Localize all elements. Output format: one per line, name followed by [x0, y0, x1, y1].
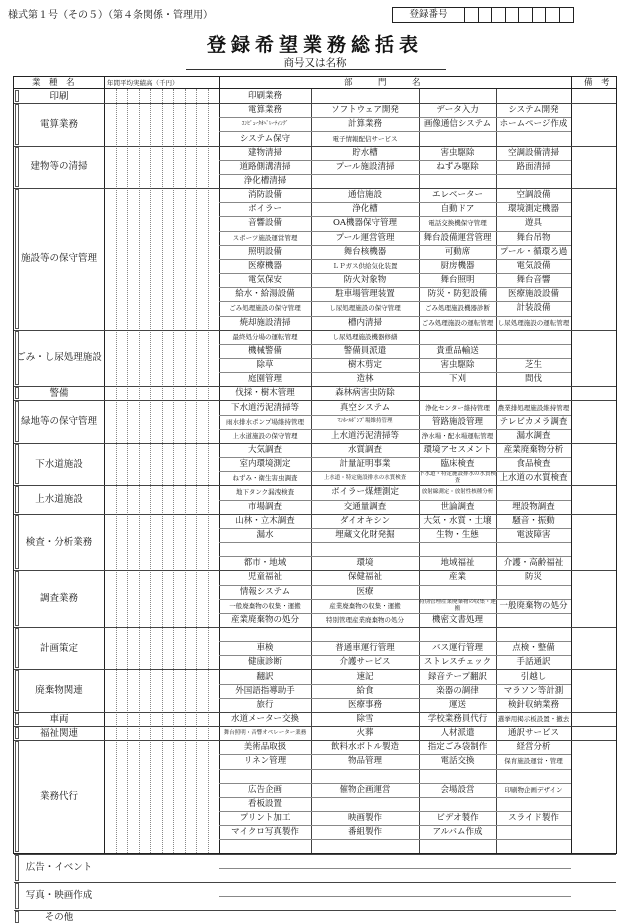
category-checkbox[interactable] — [15, 883, 19, 909]
division-item[interactable]: 樹木剪定 — [347, 360, 382, 371]
division-item[interactable]: 最終処分場の運転管理 — [232, 332, 298, 341]
division-item[interactable]: 道路側溝清掃 — [239, 161, 291, 172]
division-item[interactable]: 焼却施設清掃 — [239, 317, 291, 328]
division-item[interactable]: 騒音・振動 — [512, 515, 555, 526]
division-item[interactable]: 浄化センター維持管理 — [425, 403, 490, 412]
division-item[interactable]: 防災 — [524, 572, 542, 583]
category-checkbox[interactable] — [15, 571, 19, 626]
category-label: 上水道施設 — [35, 494, 83, 506]
category-checkbox[interactable] — [15, 515, 19, 570]
reg-cell[interactable] — [465, 8, 479, 22]
division-item[interactable]: 駐車場管理装置 — [335, 289, 395, 300]
division-item[interactable]: 機密文書処理 — [431, 614, 483, 625]
division-item[interactable]: 浄化槽清掃 — [243, 176, 287, 187]
division-item[interactable]: 山林・立木調査 — [235, 515, 295, 526]
row-separator — [219, 896, 571, 897]
division-item[interactable]: 検針収納業務 — [507, 699, 559, 710]
division-item[interactable]: 介護サービス — [339, 657, 391, 668]
category-label: ごみ・し尿処理施設 — [16, 352, 102, 364]
division-item[interactable]: プール運営管理 — [335, 232, 395, 243]
division-item[interactable]: 警備員派遣 — [343, 345, 387, 356]
division-item[interactable]: ビデオ製作 — [436, 813, 479, 824]
division-item[interactable]: 漏水 — [256, 529, 274, 540]
division-item[interactable]: 産業 — [448, 572, 466, 583]
division-item[interactable]: 人材派遣 — [440, 728, 475, 739]
header-division: 部 門 名 — [344, 78, 421, 88]
header-divider — [571, 77, 572, 89]
division-item[interactable]: 保育施設運営・管理 — [504, 757, 563, 766]
division-item[interactable]: 印刷物企画デザイン — [504, 785, 563, 794]
division-item[interactable]: 火葬 — [356, 728, 374, 739]
division-item[interactable]: 通信施設 — [347, 190, 382, 201]
sales-digit-divider — [139, 89, 140, 853]
division-item[interactable]: 飲料水ボトル製造 — [330, 742, 399, 753]
category-checkbox[interactable] — [15, 331, 19, 386]
category-checkbox[interactable] — [15, 486, 19, 512]
division-item[interactable]: データ入力 — [436, 105, 479, 116]
division-item[interactable]: プール・循環ろ過 — [499, 246, 568, 257]
category-checkbox[interactable] — [15, 670, 19, 710]
form-id: 様式第１号（その５）（第４条関係・管理用） — [8, 10, 213, 21]
division-item[interactable]: 電子情報配信サービス — [332, 134, 398, 143]
division-item[interactable]: プリント加工 — [239, 813, 291, 824]
division-item[interactable]: 経営分析 — [516, 742, 551, 753]
reg-cell[interactable] — [546, 8, 560, 22]
division-item[interactable]: 厨房機器 — [440, 260, 475, 271]
division-item[interactable]: 広告企画 — [247, 784, 282, 795]
summary-table — [13, 76, 617, 923]
category-label: 車両 — [49, 713, 69, 725]
division-item[interactable]: 学校業務員代行 — [427, 714, 488, 724]
division-item[interactable]: 地下タンク漏洩検査 — [235, 488, 295, 497]
category-checkbox[interactable] — [15, 444, 19, 484]
reg-cell[interactable] — [506, 8, 520, 22]
division-item[interactable]: OA機器保守管理 — [332, 218, 398, 229]
category-checkbox[interactable] — [15, 741, 19, 852]
category-label: 下水道施設 — [35, 458, 83, 470]
group-separator — [14, 854, 616, 855]
division-item[interactable]: 産業廃棄物の収集・運搬 — [329, 601, 401, 610]
category-label: 緑地等の保守管理 — [20, 416, 97, 428]
division-item[interactable]: 埋設物調査 — [512, 501, 555, 512]
division-item[interactable]: 交通量調査 — [343, 501, 387, 512]
division-item[interactable]: 医療施設設備 — [507, 289, 559, 300]
division-item[interactable]: 空調設備 — [516, 190, 551, 201]
reg-cell[interactable] — [533, 8, 547, 22]
division-item[interactable]: 計量証明事業 — [339, 459, 391, 470]
category-label: 広告・イベント — [25, 862, 93, 874]
header-divider — [104, 77, 105, 89]
category-label: 計画策定 — [39, 642, 78, 654]
reg-cell[interactable] — [492, 8, 506, 22]
reg-cell[interactable] — [479, 8, 493, 22]
division-item[interactable]: ごみ処理施設の運転管理 — [421, 318, 494, 327]
division-item[interactable]: し尿処理施設の運転管理 — [497, 318, 570, 327]
division-item[interactable]: 会場設営 — [440, 784, 475, 795]
category-checkbox[interactable] — [15, 727, 19, 739]
row-separator — [219, 839, 571, 840]
division-item[interactable]: 環境アセスメント — [423, 445, 492, 455]
division-item[interactable]: 楽器の調律 — [436, 685, 479, 696]
division-item[interactable]: 舞台設備運営管理 — [423, 232, 492, 243]
category-label: 廃棄物関連 — [35, 685, 83, 697]
division-item[interactable]: 造林 — [356, 374, 374, 385]
division-item[interactable]: ストレスチェック — [423, 657, 492, 668]
page-title: 登録希望業務総括表 — [206, 34, 423, 56]
category-label: 写真・映画作成 — [25, 890, 93, 902]
column-divider — [571, 89, 572, 853]
division-item[interactable]: 空調設備清掃 — [507, 147, 559, 158]
category-checkbox[interactable] — [15, 628, 19, 668]
division-item[interactable]: プール施設清掃 — [335, 161, 395, 172]
category-label: 業務代行 — [39, 791, 78, 803]
division-item[interactable]: ダイオキシン — [339, 515, 391, 526]
category-checkbox[interactable] — [15, 189, 19, 329]
division-item[interactable]: し尿処理施設の保守管理 — [329, 304, 401, 313]
registration-number-box — [392, 7, 574, 23]
division-item[interactable]: ねずみ駆除 — [436, 161, 479, 172]
division-item[interactable]: 情報システム — [239, 586, 291, 597]
division-item[interactable]: 手話通訳 — [516, 657, 551, 668]
division-item[interactable]: 印刷業務 — [247, 91, 282, 102]
division-item[interactable]: 音響設備 — [247, 218, 282, 229]
division-item[interactable]: ボイラー — [247, 204, 282, 215]
sales-digit-divider — [116, 89, 117, 853]
division-item[interactable]: 映画製作 — [347, 813, 382, 824]
division-item[interactable]: 電気保安 — [247, 275, 282, 286]
division-item[interactable]: 市場調査 — [247, 501, 282, 512]
division-item[interactable]: 放射線測定・放射性核種分析 — [421, 488, 494, 495]
category-label: 建物等の清掃 — [30, 161, 88, 173]
category-label: 警備 — [49, 387, 69, 399]
division-item[interactable]: 可動席 — [444, 246, 471, 257]
division-item[interactable]: 保健福祉 — [347, 572, 382, 583]
division-item[interactable]: 医療事務 — [347, 699, 382, 710]
division-item[interactable]: 舞台音響 — [516, 275, 551, 286]
division-item[interactable]: 引越し — [520, 671, 547, 682]
division-item[interactable]: 路面清掃 — [516, 161, 551, 172]
division-item[interactable]: 浄水場・配水場運転管理 — [421, 431, 494, 440]
header-remarks: 備 考 — [584, 78, 610, 88]
division-item[interactable]: 臨床検査 — [440, 459, 475, 470]
sales-digit-divider — [127, 89, 128, 853]
division-item[interactable]: ソフトウェア開発 — [331, 105, 399, 116]
division-item[interactable]: 漏水調査 — [516, 430, 551, 441]
sales-digit-divider — [185, 89, 186, 853]
division-item[interactable]: 真空システム — [339, 402, 391, 413]
division-item[interactable]: スライド製作 — [508, 813, 559, 824]
division-item[interactable]: 舞台核機器 — [343, 246, 387, 257]
category-label: 福祉関連 — [39, 727, 78, 739]
division-item[interactable]: 浄化槽 — [352, 204, 378, 215]
division-item[interactable]: システム保守 — [239, 133, 291, 144]
division-item[interactable]: 録音テープ翻訳 — [427, 671, 488, 682]
division-item[interactable]: 物品管理 — [347, 756, 382, 767]
division-item[interactable]: 食品検査 — [516, 459, 551, 470]
division-item[interactable]: 上水道の水質検査 — [499, 473, 568, 484]
division-item[interactable]: 催物企画運営 — [339, 784, 391, 795]
category-checkbox[interactable] — [15, 387, 19, 399]
category-label: 検査・分析業務 — [25, 536, 93, 548]
company-name-label: 商号又は名称 — [283, 57, 347, 69]
row-separator — [219, 542, 571, 543]
division-item[interactable]: システム開発 — [508, 105, 559, 116]
division-item[interactable]: 農業排処理施設維持管理 — [497, 403, 570, 412]
category-label: 調査業務 — [39, 593, 78, 605]
division-item[interactable]: 翻訳 — [256, 671, 274, 682]
division-item[interactable]: 画像通信システム — [423, 119, 492, 130]
header-sales: 年間平均実績高（千円） — [107, 79, 179, 87]
category-checkbox[interactable] — [15, 713, 19, 725]
division-item[interactable]: 介護・高齢福祉 — [503, 558, 564, 569]
division-item[interactable]: 生物・生態 — [436, 529, 479, 540]
division-item[interactable]: 都市・地域 — [243, 558, 287, 569]
category-label: 印刷 — [49, 90, 69, 102]
division-item[interactable]: 下水道汚泥清掃等 — [230, 402, 299, 413]
division-item[interactable]: 番組製作 — [347, 827, 382, 838]
division-item[interactable]: 普通車運行管理 — [335, 643, 395, 654]
category-label: 施設等の保守管理 — [20, 253, 97, 265]
division-item[interactable]: マイクロ写真製作 — [231, 827, 299, 838]
division-item[interactable]: 貯水槽 — [352, 147, 378, 158]
division-item[interactable]: 地域福祉 — [440, 558, 475, 569]
division-item[interactable]: 運送 — [448, 699, 466, 710]
division-item[interactable]: 選挙用掲示板設置・撤去 — [497, 715, 570, 723]
division-item[interactable]: ボイラー煤煙測定 — [330, 487, 399, 498]
division-item[interactable]: 森林病害虫防除 — [335, 388, 395, 399]
category-label: その他 — [44, 911, 74, 923]
division-item[interactable]: バス運行管理 — [431, 643, 483, 654]
sales-digit-divider — [150, 89, 151, 853]
division-item[interactable]: 産業廃棄物の処分 — [230, 614, 299, 625]
division-item[interactable]: ﾏﾝﾎｰﾙﾎﾟﾝﾌﾟ場維持管理 — [337, 418, 393, 425]
division-item[interactable]: ごみ処理施設機器診断 — [425, 304, 490, 313]
division-item[interactable]: 舞台照明 — [440, 275, 475, 286]
division-item[interactable]: 防火対象物 — [343, 275, 387, 286]
division-item[interactable]: 看板設置 — [247, 798, 282, 809]
division-item[interactable]: 健康診断 — [247, 657, 282, 668]
division-item[interactable]: 上水道・特定施設排水の水質検査 — [323, 474, 407, 481]
sales-digit-divider — [208, 89, 209, 853]
division-item[interactable]: 美術品取扱 — [243, 742, 287, 753]
category-checkbox[interactable] — [15, 104, 19, 144]
division-item[interactable]: 舞台照明・音響オペレーター業務 — [223, 729, 307, 736]
division-item[interactable]: 照明設備 — [247, 246, 282, 257]
reg-cell[interactable] — [519, 8, 533, 22]
division-item[interactable]: アルバム作成 — [432, 827, 483, 838]
division-item[interactable]: 水質調査 — [347, 445, 382, 455]
division-item[interactable]: 室内環境測定 — [239, 459, 291, 470]
division-item[interactable]: 電話交換 — [440, 756, 475, 767]
division-item[interactable]: 電気設備 — [516, 260, 551, 271]
division-item[interactable]: 電算業務 — [247, 105, 282, 116]
category-checkbox[interactable] — [15, 911, 19, 923]
division-item[interactable]: 児童福祉 — [247, 572, 282, 583]
division-item[interactable]: 旅行 — [256, 699, 274, 710]
header-category: 業 種 名 — [32, 78, 75, 88]
registration-number-label: 登録番号 — [393, 8, 465, 22]
division-item[interactable]: 計算業務 — [347, 119, 382, 130]
division-item[interactable]: し尿処理施設機器修繕 — [332, 332, 398, 341]
division-item[interactable]: 電波障害 — [516, 529, 551, 540]
division-item[interactable]: 雨水排水ポンプ場維持管理 — [226, 417, 304, 426]
division-item[interactable]: 建物清掃 — [247, 147, 282, 158]
division-item[interactable]: 下刈 — [448, 374, 466, 385]
category-checkbox[interactable] — [15, 401, 19, 441]
division-item[interactable]: 下水道・特定施設排水の水質検査 — [419, 471, 496, 485]
division-item[interactable]: ねずみ・衛生害虫調査 — [232, 474, 298, 483]
division-item[interactable]: 除草 — [256, 360, 274, 371]
sales-digit-divider — [196, 89, 197, 853]
category-label: 電算業務 — [39, 118, 78, 130]
sales-digit-divider — [173, 89, 174, 853]
category-checkbox[interactable] — [15, 147, 19, 187]
division-item[interactable]: 管路施設管理 — [431, 416, 483, 427]
group-separator — [14, 882, 616, 883]
division-item[interactable]: 除雪 — [356, 714, 374, 724]
group-separator — [14, 910, 616, 911]
division-item[interactable]: 環境 — [356, 558, 374, 569]
row-separator — [219, 868, 571, 869]
column-divider — [104, 89, 105, 853]
division-item[interactable]: 埋蔵文化財発掘 — [335, 529, 395, 540]
division-item[interactable]: 速記 — [356, 671, 374, 682]
division-item[interactable]: 防災・防犯設備 — [427, 289, 488, 300]
table-header — [14, 77, 616, 89]
division-item[interactable]: 遊具 — [524, 218, 542, 229]
division-item[interactable]: 害虫駆除 — [440, 147, 475, 158]
division-item[interactable]: 特別管理産業廃棄物の収集・運搬 — [419, 598, 496, 612]
division-item[interactable]: 一般廃棄物の収集・運搬 — [229, 601, 301, 610]
division-item[interactable]: ごみ処理施設の保守管理 — [229, 304, 301, 313]
division-item[interactable]: 医療 — [356, 586, 374, 597]
division-item[interactable]: 庭園管理 — [247, 374, 282, 385]
company-name-underline — [186, 69, 446, 70]
division-item[interactable]: リネン管理 — [243, 756, 287, 767]
division-item[interactable]: 機械警備 — [247, 345, 282, 356]
division-item[interactable]: 外国語指導助手 — [235, 685, 295, 696]
division-item[interactable]: 通訳サービス — [507, 728, 559, 739]
division-item[interactable]: テレビカメラ調査 — [499, 416, 568, 427]
division-item[interactable]: 上水道施設の保守管理 — [232, 431, 298, 440]
division-item[interactable]: 消防設備 — [247, 190, 282, 201]
division-item[interactable]: 間伐 — [524, 374, 542, 385]
division-item[interactable]: 伐採・樹木管理 — [235, 388, 295, 399]
sales-digit-divider — [162, 89, 163, 853]
division-item[interactable]: 上水道汚泥清掃等 — [330, 430, 399, 441]
division-item[interactable]: 害虫駆除 — [440, 360, 475, 371]
division-item[interactable]: 貴重品輸送 — [436, 345, 479, 356]
division-item[interactable]: 槽内清掃 — [347, 317, 382, 328]
division-item[interactable]: ＬＰガス供給気化装置 — [332, 261, 398, 270]
header-divider — [219, 77, 220, 89]
division-item[interactable]: ホームページ作成 — [499, 119, 568, 130]
division-item[interactable]: 特別管理産業廃棄物の処分 — [326, 615, 404, 624]
division-item[interactable]: 給水・給湯設備 — [235, 289, 295, 300]
division-item[interactable]: 点検・整備 — [512, 643, 555, 654]
division-item[interactable]: スポーツ施設運営管理 — [232, 233, 298, 242]
division-item[interactable]: 環境測定機器 — [507, 204, 559, 215]
division-item[interactable]: 医療機器 — [247, 260, 282, 271]
division-item[interactable]: 産業廃棄物分析 — [503, 445, 564, 455]
division-item[interactable]: 電話交換機保守管理 — [428, 219, 487, 228]
reg-cell[interactable] — [560, 8, 574, 22]
category-checkbox[interactable] — [15, 855, 19, 881]
division-item[interactable]: ｺﾝﾋﾟｭｰﾀｵﾍﾟﾚｰﾃｨﾝｸﾞ — [241, 120, 289, 127]
division-item[interactable]: 指定ごみ袋制作 — [427, 742, 488, 753]
division-item[interactable]: 一般廃棄物の処分 — [499, 600, 568, 611]
division-item[interactable]: 計装設備 — [516, 303, 551, 314]
division-item[interactable]: 大気調査 — [247, 445, 282, 455]
row-separator — [219, 769, 571, 770]
division-item[interactable]: マラソン等計測 — [503, 685, 564, 696]
division-item[interactable]: 自動ドア — [440, 204, 475, 215]
division-item[interactable]: 水道メーター交換 — [230, 714, 299, 724]
division-item[interactable]: 芝生 — [524, 360, 542, 371]
group-separator — [14, 627, 616, 628]
division-item[interactable]: 舞台吊物 — [516, 232, 551, 243]
division-item[interactable]: 世論調査 — [440, 501, 475, 512]
division-item[interactable]: 給食 — [356, 685, 374, 696]
division-item[interactable]: エレベーター — [431, 190, 483, 201]
category-checkbox[interactable] — [15, 90, 19, 102]
division-item[interactable]: 大気・水質・土壌 — [423, 515, 492, 526]
division-item[interactable]: 車検 — [256, 643, 274, 654]
